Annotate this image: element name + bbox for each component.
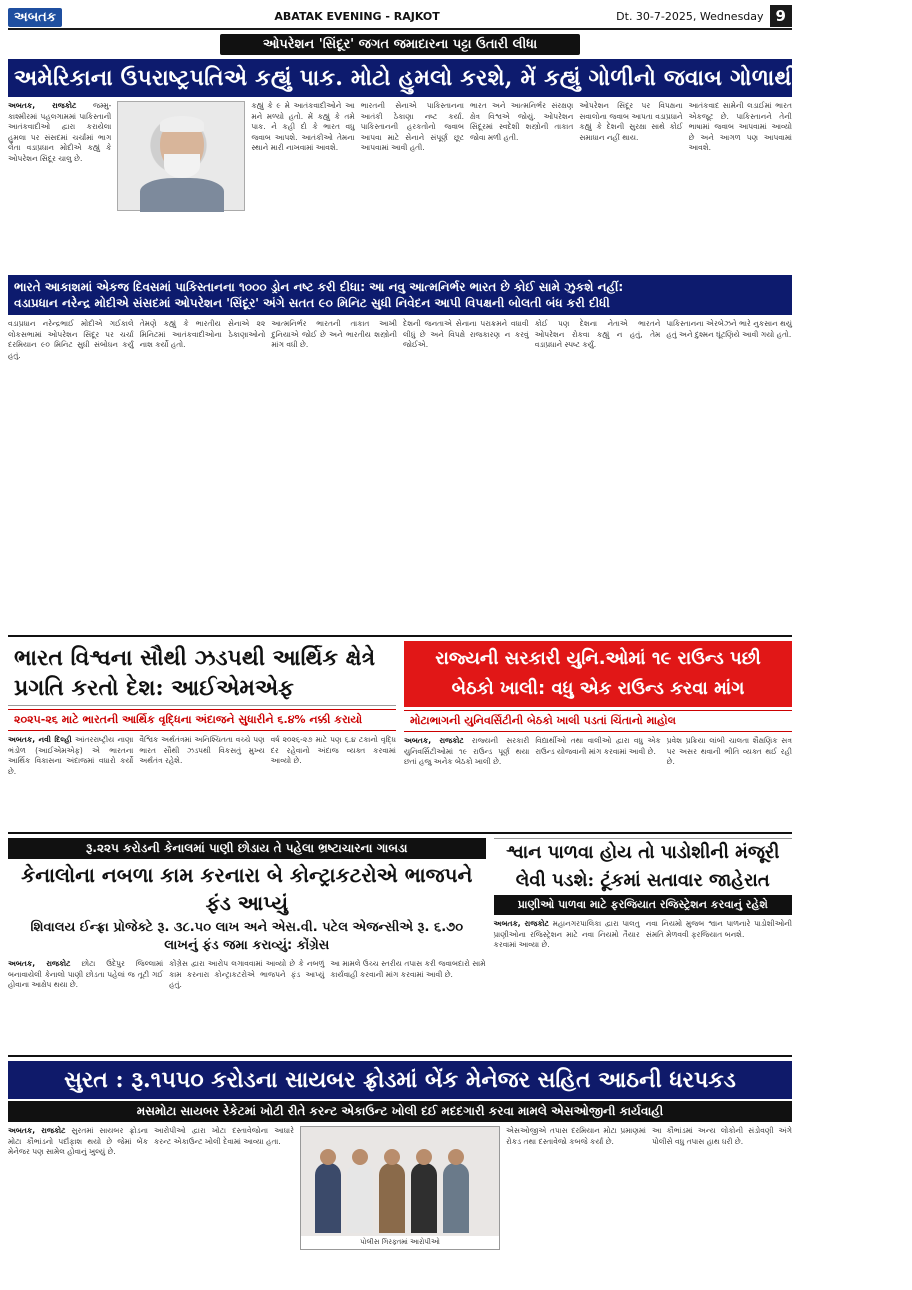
middle-row [8, 641, 792, 826]
lead-sub-line-1: ભારતે આકાશમાં એકજ દિવસમાં પાકિસ્તાનના ૧૦૦૦ ડ્રોન નષ્ટ કરી દીધા: આ નવુ આત્મનિર્ભર ભારત છે કોઈ સામે ઝુકશે નહીં: [14, 280, 624, 294]
lead-headline: અમેરિકાના ઉપરાષ્ટ્રપતિએ કહ્યું પાક. મોટો હુમલો કરશે, મેં કહ્યું ગોળીનો જવાબ ગોળાથી મળશે: મોદી [8, 59, 792, 97]
lead-column: ભારત અને આત્મનિર્ભર સંરક્ષણ ક્ષેત્ર વિશ્વએ જોયું. ઓપરેશન સિંદૂરમાં સ્વદેશી શસ્ત્રોની તાકાત જોવા મળી હતી. [469, 101, 574, 142]
university-story [404, 641, 792, 826]
lead-column: ઓપરેશન સિંદૂર પર વિપક્ષના સવાલોના જવાબ આપતા વડાપ્રધાને કહ્યું કે દેશની સુરક્ષા સાથે કોઈ સમાધાન નહીં થાય. [579, 101, 683, 142]
dog-dateline: અબતક, રાજકોટ [493, 919, 549, 928]
article-column: અબતક, રાજકોટ રાજ્યની સરકારી યુનિવર્સિટીઓમાં ૧૯ રાઉન્ડ પૂર્ણ થયા છતાં હજુ અનેક બેઠકો ખાલી છે. [404, 736, 530, 767]
university-headline: રાજ્યની સરકારી યુનિ.ઓમાં ૧૯ રાઉન્ડ પછી બેઠકો ખાલી: વધુ એક રાઉન્ડ કરવા માંગ [404, 641, 792, 707]
canal-subheadline: શિવાલય ઈન્ફ્રા પ્રોજેક્ટે રૂ. ૩૮.૫૦ લાખ અને એસ.વી. પટેલ એજન્સીએ રૂ. ૬.૭૦ લાખનું ફંડ જમા કરાવ્યું: કોંગ્રેસ [30, 920, 464, 953]
article-column: આત્મનિર્ભર ભારતની તાકાત આખી દુનિયાએ જોઈ છે અને ભારતીય શસ્ત્રોની માંગ વધી છે. [271, 319, 398, 350]
lead-subheadline [8, 275, 792, 315]
article-column: અબતક, રાજકોટ સુરતમાં સાયબર ફ્રોડના મોટા કૌભાંડનો પર્દાફાશ થયો છે જેમાં બેંક મેનેજર પણ સામેલ હોવાનું ખુલ્યું છે. [8, 1126, 148, 1157]
issue-date: Dt. 30-7-2025, Wednesday [616, 9, 764, 23]
article-column: અબતક, રાજકોટ મહાનગરપાલિકા દ્વારા પાલતુ પ્રાણીઓના રજિસ્ટ્રેશન માટે નવા નિયમો તૈયાર કરવામાં આવ્યા છે. [493, 919, 640, 950]
canal-dateline: અબતક, રાજકોટ [8, 959, 71, 968]
arrest-photo [300, 1126, 500, 1250]
dog-subheadline: પ્રાણીઓ પાળવા માટે ફરજિયાત રજિસ્ટ્રેશન કરવાનું રહેશે [494, 895, 792, 915]
lead-dateline: અબતક, રાજકોટ [8, 101, 77, 110]
economy-story [8, 641, 396, 826]
article-column: પ્રવેશ પ્રક્રિયા લાંબી ચાલતા શૈક્ષણિક સત્ર પર અસર થવાની ભીતિ વ્યક્ત થઈ રહી છે. [666, 736, 792, 767]
article-column: પાકિસ્તાનના એરબેઝને ભારે નુકસાન થયું હતું અને દુશ્મન ઘૂંટણિયે આવી ગયો હતો. [666, 319, 793, 339]
lead-sub-line-2: વડાપ્રધાન નરેન્દ્ર મોદીએ સંસદમાં ઓપરેશન 'સિંદૂર' અંગે સતત ૯૦ મિનિટ સુધી નિવેદન આપી વિપક્ષની બોલતી બંધ કરી દીધી [14, 296, 610, 310]
article-column: કોઈ પણ દેશના નેતાએ ભારતને ઓપરેશન રોકવા કહ્યું ન હતું, તેમ વડાપ્રધાને સ્પષ્ટ કર્યું. [534, 319, 661, 350]
dog-story [494, 838, 792, 1049]
cyber-dateline: અબતક, રાજકોટ [8, 1126, 66, 1135]
university-subheadline: મોટાભાગની યુનિવર્સિટીની બેઠકો ખાલી પડતાં ચિંતાનો માહોલ [404, 710, 792, 732]
article-column: અબતક, રાજકોટ છોટા ઉદેપુર જિલ્લામાં બનાવાયેલી કેનાલો પાણી છોડતા પહેલાં જ તૂટી ગઈ હોવાના આક્ષેપ થયા છે. [8, 959, 164, 990]
article-column: આ મામલે ઉચ્ચ સ્તરીય તપાસ કરી જવાબદારો સામે કાર્યવાહી કરવાની માંગ કરવામાં આવી છે. [330, 959, 486, 979]
canal-headline: કેનાલોના નબળા કામ કરનારા બે કોન્ટ્રાકટરોએ ભાજપને ફંડ આપ્યું [21, 863, 473, 915]
article-column: વિદ્યાર્થીઓ તથા વાલીઓ દ્વારા વધુ એક રાઉન્ડ યોજવાની માંગ કરવામાં આવી છે. [535, 736, 661, 756]
article-column: દેશની જનતાએ સેનાના પરાક્રમને વધાવી લીધું છે અને વિપક્ષે રાજકારણ ન કરવું જોઈએ. [403, 319, 529, 350]
article-column: નવા નિયમો મુજબ શ્વાન પાળનારે પાડોશીઓની સંમતિ મેળવવી ફરજિયાત બનશે. [645, 919, 792, 939]
article-column: અબતક, નવી દિલ્હી આંતરરાષ્ટ્રીય નાણા ભંડોળ (આઈએમએફ) એ ભારતના આર્થિક વિકાસના અંદાજમાં વધારો કર્યો છે. [8, 735, 134, 776]
cyber-story [8, 1055, 792, 1250]
article-column: વૈશ્વિક અર્થતંત્રમાં અનિશ્ચિતતા વચ્ચે પણ ભારત સૌથી ઝડપથી વિકસતું મુખ્ય અર્થતંત્ર રહેશે. [139, 735, 265, 766]
article-column: તેમણે કહ્યું કે ભારતીય સેનાએ ૨૨ મિનિટમાં આતંકવાદીઓના ઠેકાણાઓનો નાશ કર્યો હતો. [139, 319, 266, 350]
economy-headline: ભારત વિશ્વના સૌથી ઝડપથી આર્થિક ક્ષેત્રે પ્રગતિ કરતો દેશ: આઈએમએફ [8, 641, 396, 706]
article-column: કોંગ્રેસ દ્વારા આરોપ લગાવવામાં આવ્યો છે કે નબળું કામ કરનારા કોન્ટ્રાકટરોએ ભાજપને ફંડ આપ્યું હતું. [169, 959, 325, 990]
lead-body [8, 101, 792, 271]
paper-logo: અબતક [8, 8, 62, 27]
cyber-headline: સુરત : રૂ.૧૫૫૦ કરોડના સાયબર ફ્રોડમાં બેંક મેનેજર સહિત આઠની ધરપકડ [8, 1061, 792, 1099]
article-column: આ કૌભાંડમાં અન્ય લોકોની સંડોવણી અંગે પોલીસે વધુ તપાસ હાથ ધરી છે. [652, 1126, 792, 1146]
masthead [8, 4, 792, 30]
economy-subheadline: ૨૦૨૫-૨૬ માટે ભારતની આર્થિક વૃદ્ધિના અંદાજને સુધારીને ૬.૪% નક્કી કરાયો [8, 709, 396, 731]
canal-story [8, 838, 486, 1049]
masthead-title: ABATAK EVENING - RAJKOT [274, 9, 440, 23]
lead-column: કહ્યું કે ૯ મે આતંકવાદીઓને આ મને મળ્યો હતો. મેં કહ્યું કે તમે પાક. ને કહી દો કે ભારત વધુ જવાબ આપશે. આતંકીઓ તેમના સ્થાને મારી નાખવામાં આવશે. [251, 101, 355, 153]
page-number: 9 [770, 5, 792, 27]
second-middle-row [8, 832, 792, 1049]
lead-kicker: ઓપરેશન 'સિંદૂર' જગત જમાદારના પટ્ટા ઉતારી લીધા [220, 34, 580, 55]
lead-column: ભારતની સેનાએ પાકિસ્તાનના આતંકી ઠેકાણા નષ્ટ કર્યા. પાકિસ્તાનની હરકતોનો જવાબ આપવા માટે સેનાને સંપૂર્ણ છૂટ આપવામાં આવી હતી. [360, 101, 464, 153]
dog-headline: શ્વાન પાળવા હોય તો પાડોશીની મંજૂરી લેવી પડશે: ટૂંકમાં સતાવાર જાહેરાત [494, 838, 792, 895]
article-column: વર્ષ ૨૦૨૬-૨૭ માટે પણ ૬.૪ ટકાનો વૃદ્ધિ દર રહેવાનો અંદાજ વ્યક્ત કરવામાં આવ્યો છે. [270, 735, 396, 766]
university-dateline: અબતક, રાજકોટ [404, 736, 464, 745]
leader-photo [117, 101, 245, 211]
lead-column: અબતક, રાજકોટ જમ્મુ-કાશ્મીરમાં પહલગામમાં પાકિસ્તાની આતંકવાદીઓ દ્વારા કરાયેલા હુમલા પર સંસદમાં ચર્ચામાં ભાગ લેતા વડાપ્રધાન મોદીએ કહ્યું કે ઓપરેશન સિંદૂર ચાલુ છે. [8, 101, 112, 163]
canal-kicker: રૂ.૨૨૫ કરોડની કેનાલમાં પાણી છોડાય તે પહેલા ભ્રષ્ટાચારના ગાબડા [8, 838, 486, 859]
article-column: આરોપીઓ દ્વારા ખોટા દસ્તાવેજોના આધારે કરન્ટ એકાઉન્ટ ખોલી દેવામાં આવ્યા હતા. [154, 1126, 294, 1146]
lead-column: આતંકવાદ સામેની લડાઈમાં ભારત એકજૂટ છે. પાકિસ્તાનને તેની ભાષામાં જવાબ આપવામાં આવ્યો છે અને આગળ પણ આપવામાં આવશે. [688, 101, 792, 153]
lead-sub-body [8, 319, 792, 637]
article-column: વડાપ્રધાન નરેન્દ્રભાઈ મોદીએ ગઈકાલે લોકસભામાં ઓપરેશન સિંદૂર પર ચર્ચા દરમિયાન ૯૦ મિનિટ સુધી સંબોધન કર્યું હતું. [8, 319, 134, 360]
photo-caption: પોલીસ ગિરફ્તમાં આરોપીઓ [301, 1236, 499, 1249]
cyber-subheadline: મસમોટા સાયબર રેકેટમાં ખોટી રીતે કરન્ટ એકાઉન્ટ ખોલી દઈ મદદગારી કરવા મામલે એસઓજીની કાર્યવાહી [8, 1101, 792, 1122]
article-column: એસઓજીએ તપાસ દરમિયાન મોટા પ્રમાણમાં રોકડ તથા દસ્તાવેજો કબજે કર્યા છે. [506, 1126, 646, 1146]
economy-dateline: અબતક, નવી દિલ્હી [8, 735, 72, 744]
